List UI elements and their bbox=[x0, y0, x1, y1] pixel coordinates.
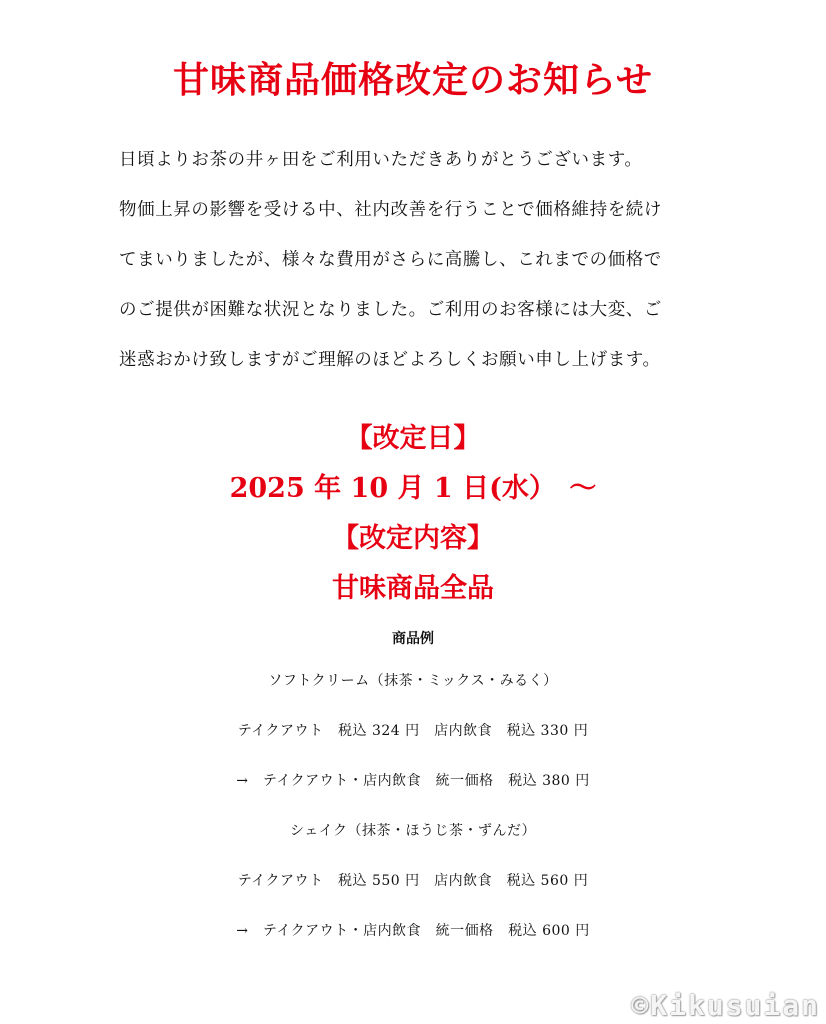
examples-heading: 商品例 bbox=[392, 631, 434, 647]
example-line: テイクアウト 税込 550 円 店内飲食 税込 560 円 bbox=[237, 873, 589, 889]
intro-line: のご提供が困難な状況となりました。ご利用のお客様には大変、ご bbox=[119, 300, 662, 320]
example-line: → テイクアウト・店内飲食 統一価格 税込 600 円 bbox=[236, 923, 590, 939]
intro-line: 日頃よりお茶の井ヶ田をご利用いただきありがとうございます。 bbox=[119, 150, 643, 170]
intro-paragraph bbox=[119, 148, 719, 398]
copyright-watermark: ©Kikusuian bbox=[631, 989, 820, 1022]
revision-date: 2025 年 10 月 1 日(水） ～ bbox=[229, 473, 597, 504]
intro-line: 物価上昇の影響を受ける中、社内改善を行うことで価格維持を続け bbox=[119, 200, 662, 220]
notice-title: 甘味商品価格改定のお知らせ bbox=[173, 59, 653, 101]
intro-line: てまいりましたが、様々な費用がさらに高騰し、これまでの価格で bbox=[119, 250, 662, 270]
example-line: テイクアウト 税込 324 円 店内飲食 税込 330 円 bbox=[237, 723, 589, 739]
revision-content: 甘味商品全品 bbox=[332, 573, 494, 604]
example-line: → テイクアウト・店内飲食 統一価格 税込 380 円 bbox=[236, 773, 590, 789]
example-line: シェイク（抹茶・ほうじ茶・ずんだ） bbox=[290, 823, 536, 839]
revision-date-label: 【改定日】 bbox=[345, 423, 481, 454]
product-examples bbox=[0, 622, 826, 956]
revision-summary bbox=[0, 414, 826, 614]
intro-line: 迷惑おかけ致しますがご理解のほどよろしくお願い申し上げます。 bbox=[119, 350, 661, 370]
example-line: ソフトクリーム（抹茶・ミックス・みるく） bbox=[268, 673, 558, 689]
revision-content-label: 【改定内容】 bbox=[332, 523, 494, 554]
